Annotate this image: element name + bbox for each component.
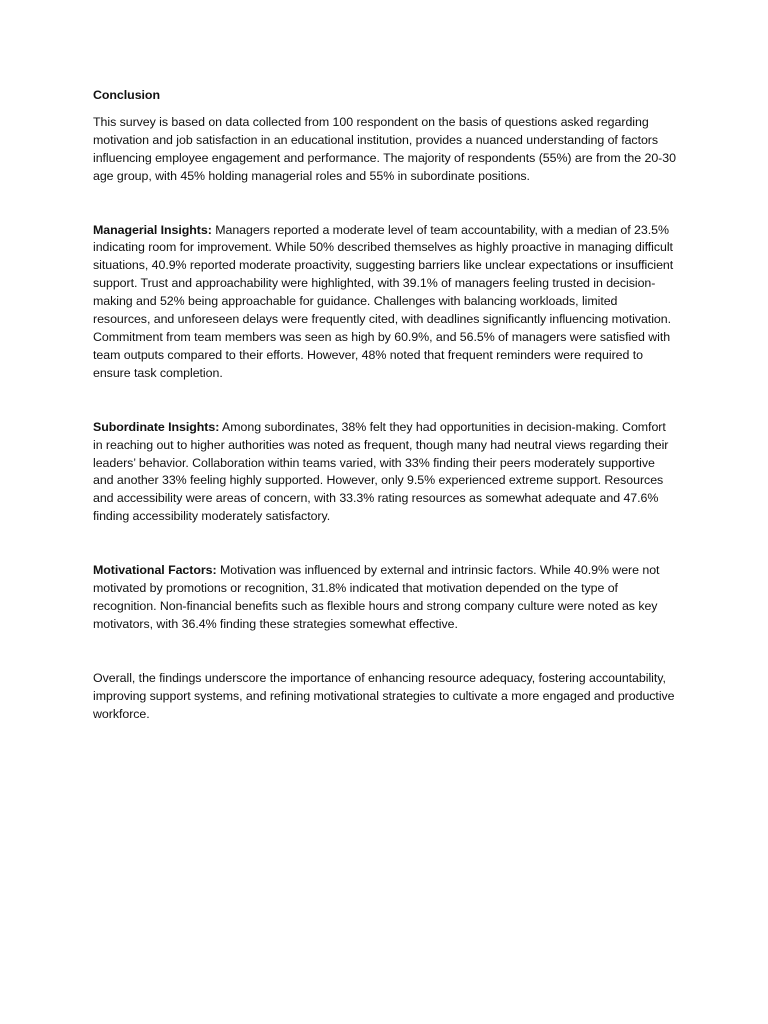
motivational-factors-text: Motivation was influenced by external and intrinsic factors. While 40.9% were not motivated by promotions or recognition, 31.8% indicated that motivation depended on the type of recognition. Non-financial benefits such as flexible hours and strong company culture were noted as key motivators, with 36.4% finding these strategies somewhat effective. [93,563,660,631]
document-page [93,87,678,723]
subordinate-insights-lead: Subordinate Insights: [93,419,220,434]
section-heading: Conclusion [93,88,160,102]
intro-paragraph: This survey is based on data collected from 100 respondent on the basis of questions asked regarding motivation and job satisfaction in an educational institution, provides a nuanced understanding of factors influencing employee engagement and performance. The majority of respondents (55%) are from the 20-30 age group, with 45% holding managerial roles and 55% in subordinate positions. [93,114,676,183]
closing-paragraph: Overall, the findings underscore the importance of enhancing resource adequacy, fostering accountability, improving support systems, and refining motivational strategies to cultivate a more engaged and productive workforce. [93,670,675,721]
motivational-factors-lead: Motivational Factors: [93,563,217,578]
managerial-insights-text: Managers reported a moderate level of team accountability, with a median of 23.5% indicating room for improvement. While 50% described themselves as highly proactive in managing difficult situations, 40.9% reported moderate proactivity, suggesting barriers like unclear expectations or insufficient support. Trust and approachability were highlighted, with 39.1% of managers feeling trusted in decision-making and 52% being approachable for guidance. Challenges with balancing workloads, limited resources, and unforeseen delays were frequently cited, with deadlines significantly influencing motivation. Commitment from team members was seen as high by 60.9%, and 56.5% of managers were satisfied with team outputs compared to their efforts. However, 48% noted that frequent reminders were required to ensure task completion. [93,222,674,380]
subordinate-insights-text: Among subordinates, 38% felt they had opportunities in decision-making. Comfort in reaching out to higher authorities was noted as frequent, though many had neutral views regarding their leaders’ behavior. Collaboration within teams varied, with 33% finding their peers moderately supportive and another 33% feeling highly supported. However, only 9.5% experienced extreme support. Resources and accessibility were areas of concern, with 33.3% rating resources as somewhat adequate and 47.6% finding accessibility moderately satisfactory. [93,419,669,524]
managerial-insights-lead: Managerial Insights: [93,222,212,237]
managerial-insights-paragraph [93,222,678,383]
subordinate-insights-paragraph [93,419,678,526]
motivational-factors-paragraph [93,562,678,634]
